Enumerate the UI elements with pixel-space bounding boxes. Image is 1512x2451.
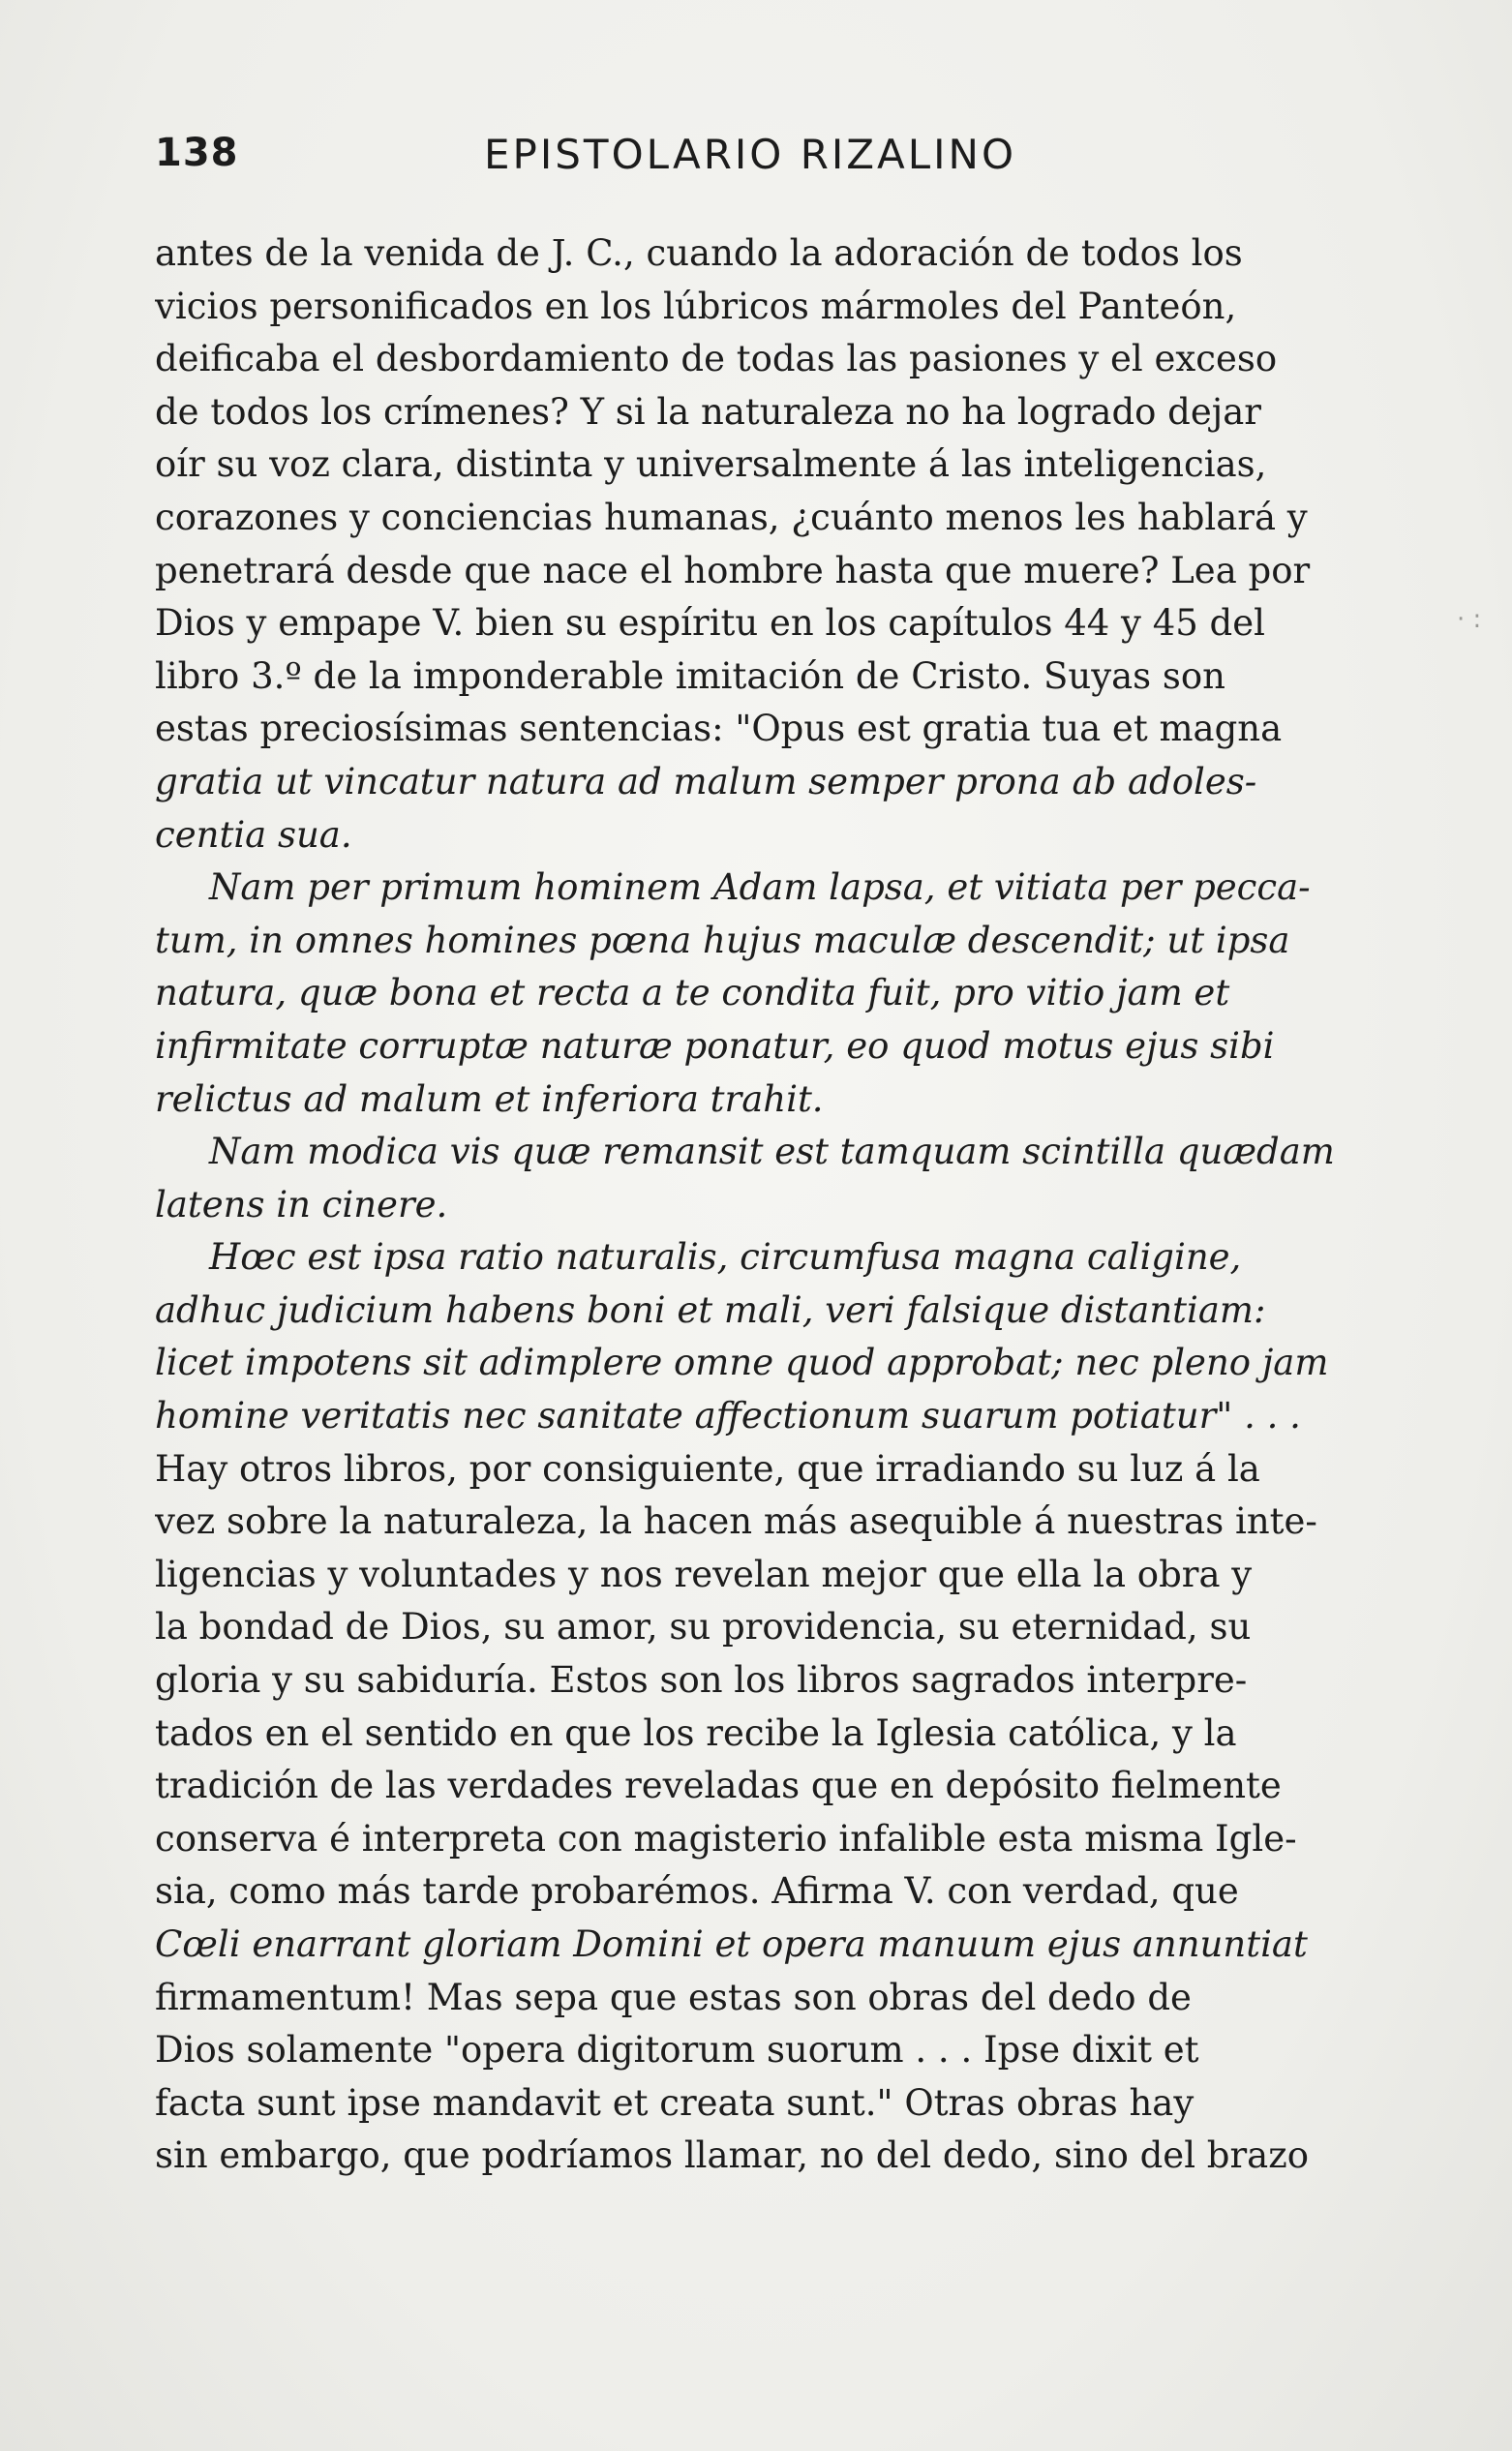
text-line: vicios personificados en los lúbricos mármoles del Panteón,	[155, 285, 1237, 327]
latin-quote-line: relictus ad malum et inferiora trahit.	[155, 1077, 824, 1120]
text-line: facta sunt ipse mandavit et creata sunt." Otras obras hay	[155, 2081, 1194, 2124]
text-line: Dios y empape V. bien su espíritu en los capítulos 44 y 45 del	[155, 602, 1265, 645]
text-line: antes de la venida de J. C., cuando la adoración de todos los	[155, 232, 1243, 274]
text-line: oír su voz clara, distinta y universalmente á las inteligencias,	[155, 443, 1267, 486]
running-title: EPISTOLARIO RIZALINO	[484, 131, 1017, 178]
latin-quote-line: centia sua.	[155, 813, 352, 856]
text-line: Hay otros libros, por consiguiente, que irradiando su luz á la	[155, 1447, 1260, 1490]
text-line: corazones y conciencias humanas, ¿cuánto menos les hablará y	[155, 496, 1308, 538]
page-number: 138	[155, 131, 239, 175]
latin-quote-line: gratia ut vincatur natura ad malum semper prona ab adoles-	[155, 760, 1257, 802]
text-line: vez sobre la naturaleza, la hacen más asequible á nuestras inte-	[155, 1500, 1317, 1543]
latin-quote-line: licet impotens sit adimplere omne quod approbat; nec pleno jam	[155, 1342, 1329, 1384]
body-text	[155, 227, 1413, 2183]
text-line: sia, como más tarde probarémos. Afirma V. con verdad, que	[155, 1870, 1239, 1913]
text-line: Dios solamente "opera digitorum suorum . . . Ipse dixit et	[155, 2029, 1199, 2072]
latin-quote-line: infirmitate corruptæ naturæ ponatur, eo quod motus ejus sibi	[155, 1024, 1275, 1067]
text-line: libro 3.º de la imponderable imitación de Cristo. Suyas son	[155, 654, 1226, 697]
text-line: conserva é interpreta con magisterio infalible esta misma Igle-	[155, 1817, 1297, 1860]
latin-quote-line: tum, in omnes homines pœna hujus maculæ descendit; ut ipsa	[155, 919, 1290, 961]
text-line: estas preciosísimas sentencias: "Opus est gratia tua et magna	[155, 708, 1283, 750]
page-header	[155, 121, 1413, 189]
latin-quote-line: Cœli enarrant gloriam Domini et opera manuum ejus annuntiat	[155, 1923, 1308, 1965]
latin-quote-line: Nam per primum hominem Adam lapsa, et vitiata per pecca-	[209, 866, 1311, 909]
text-line: ligencias y voluntades y nos revelan mejor que ella la obra y	[155, 1553, 1253, 1595]
text-line: deificaba el desbordamiento de todas las pasiones y el exceso	[155, 338, 1278, 380]
margin-mark: · :	[1457, 605, 1482, 634]
text-line: sin embargo, que podríamos llamar, no del dedo, sino del brazo	[155, 2134, 1310, 2177]
latin-quote-line: latens in cinere.	[155, 1183, 448, 1226]
latin-quote-line: homine veritatis nec sanitate affectionum suarum potiatur" . . .	[155, 1395, 1301, 1437]
text-line: firmamentum! Mas sepa que estas son obras del dedo de	[155, 1976, 1192, 2018]
text-line: tados en el sentido en que los recibe la Iglesia católica, y la	[155, 1711, 1237, 1754]
text-line: de todos los crímenes? Y si la naturaleza no ha logrado dejar	[155, 390, 1261, 433]
latin-quote-line: Hœc est ipsa ratio naturalis, circumfusa magna caligine,	[209, 1236, 1242, 1279]
text-line: la bondad de Dios, su amor, su providencia, su eternidad, su	[155, 1606, 1252, 1649]
latin-quote-line: Nam modica vis quæ remansit est tamquam scintilla quædam	[209, 1131, 1335, 1173]
text-line: tradición de las verdades reveladas que en depósito fielmente	[155, 1765, 1282, 1807]
text-line: gloria y su sabiduría. Estos son los libros sagrados interpre-	[155, 1659, 1248, 1702]
latin-quote-line: adhuc judicium habens boni et mali, veri falsique distantiam:	[155, 1288, 1266, 1331]
latin-quote-line: natura, quæ bona et recta a te condita fuit, pro vitio jam et	[155, 972, 1230, 1014]
text-line: penetrará desde que nace el hombre hasta que muere? Lea por	[155, 549, 1311, 591]
